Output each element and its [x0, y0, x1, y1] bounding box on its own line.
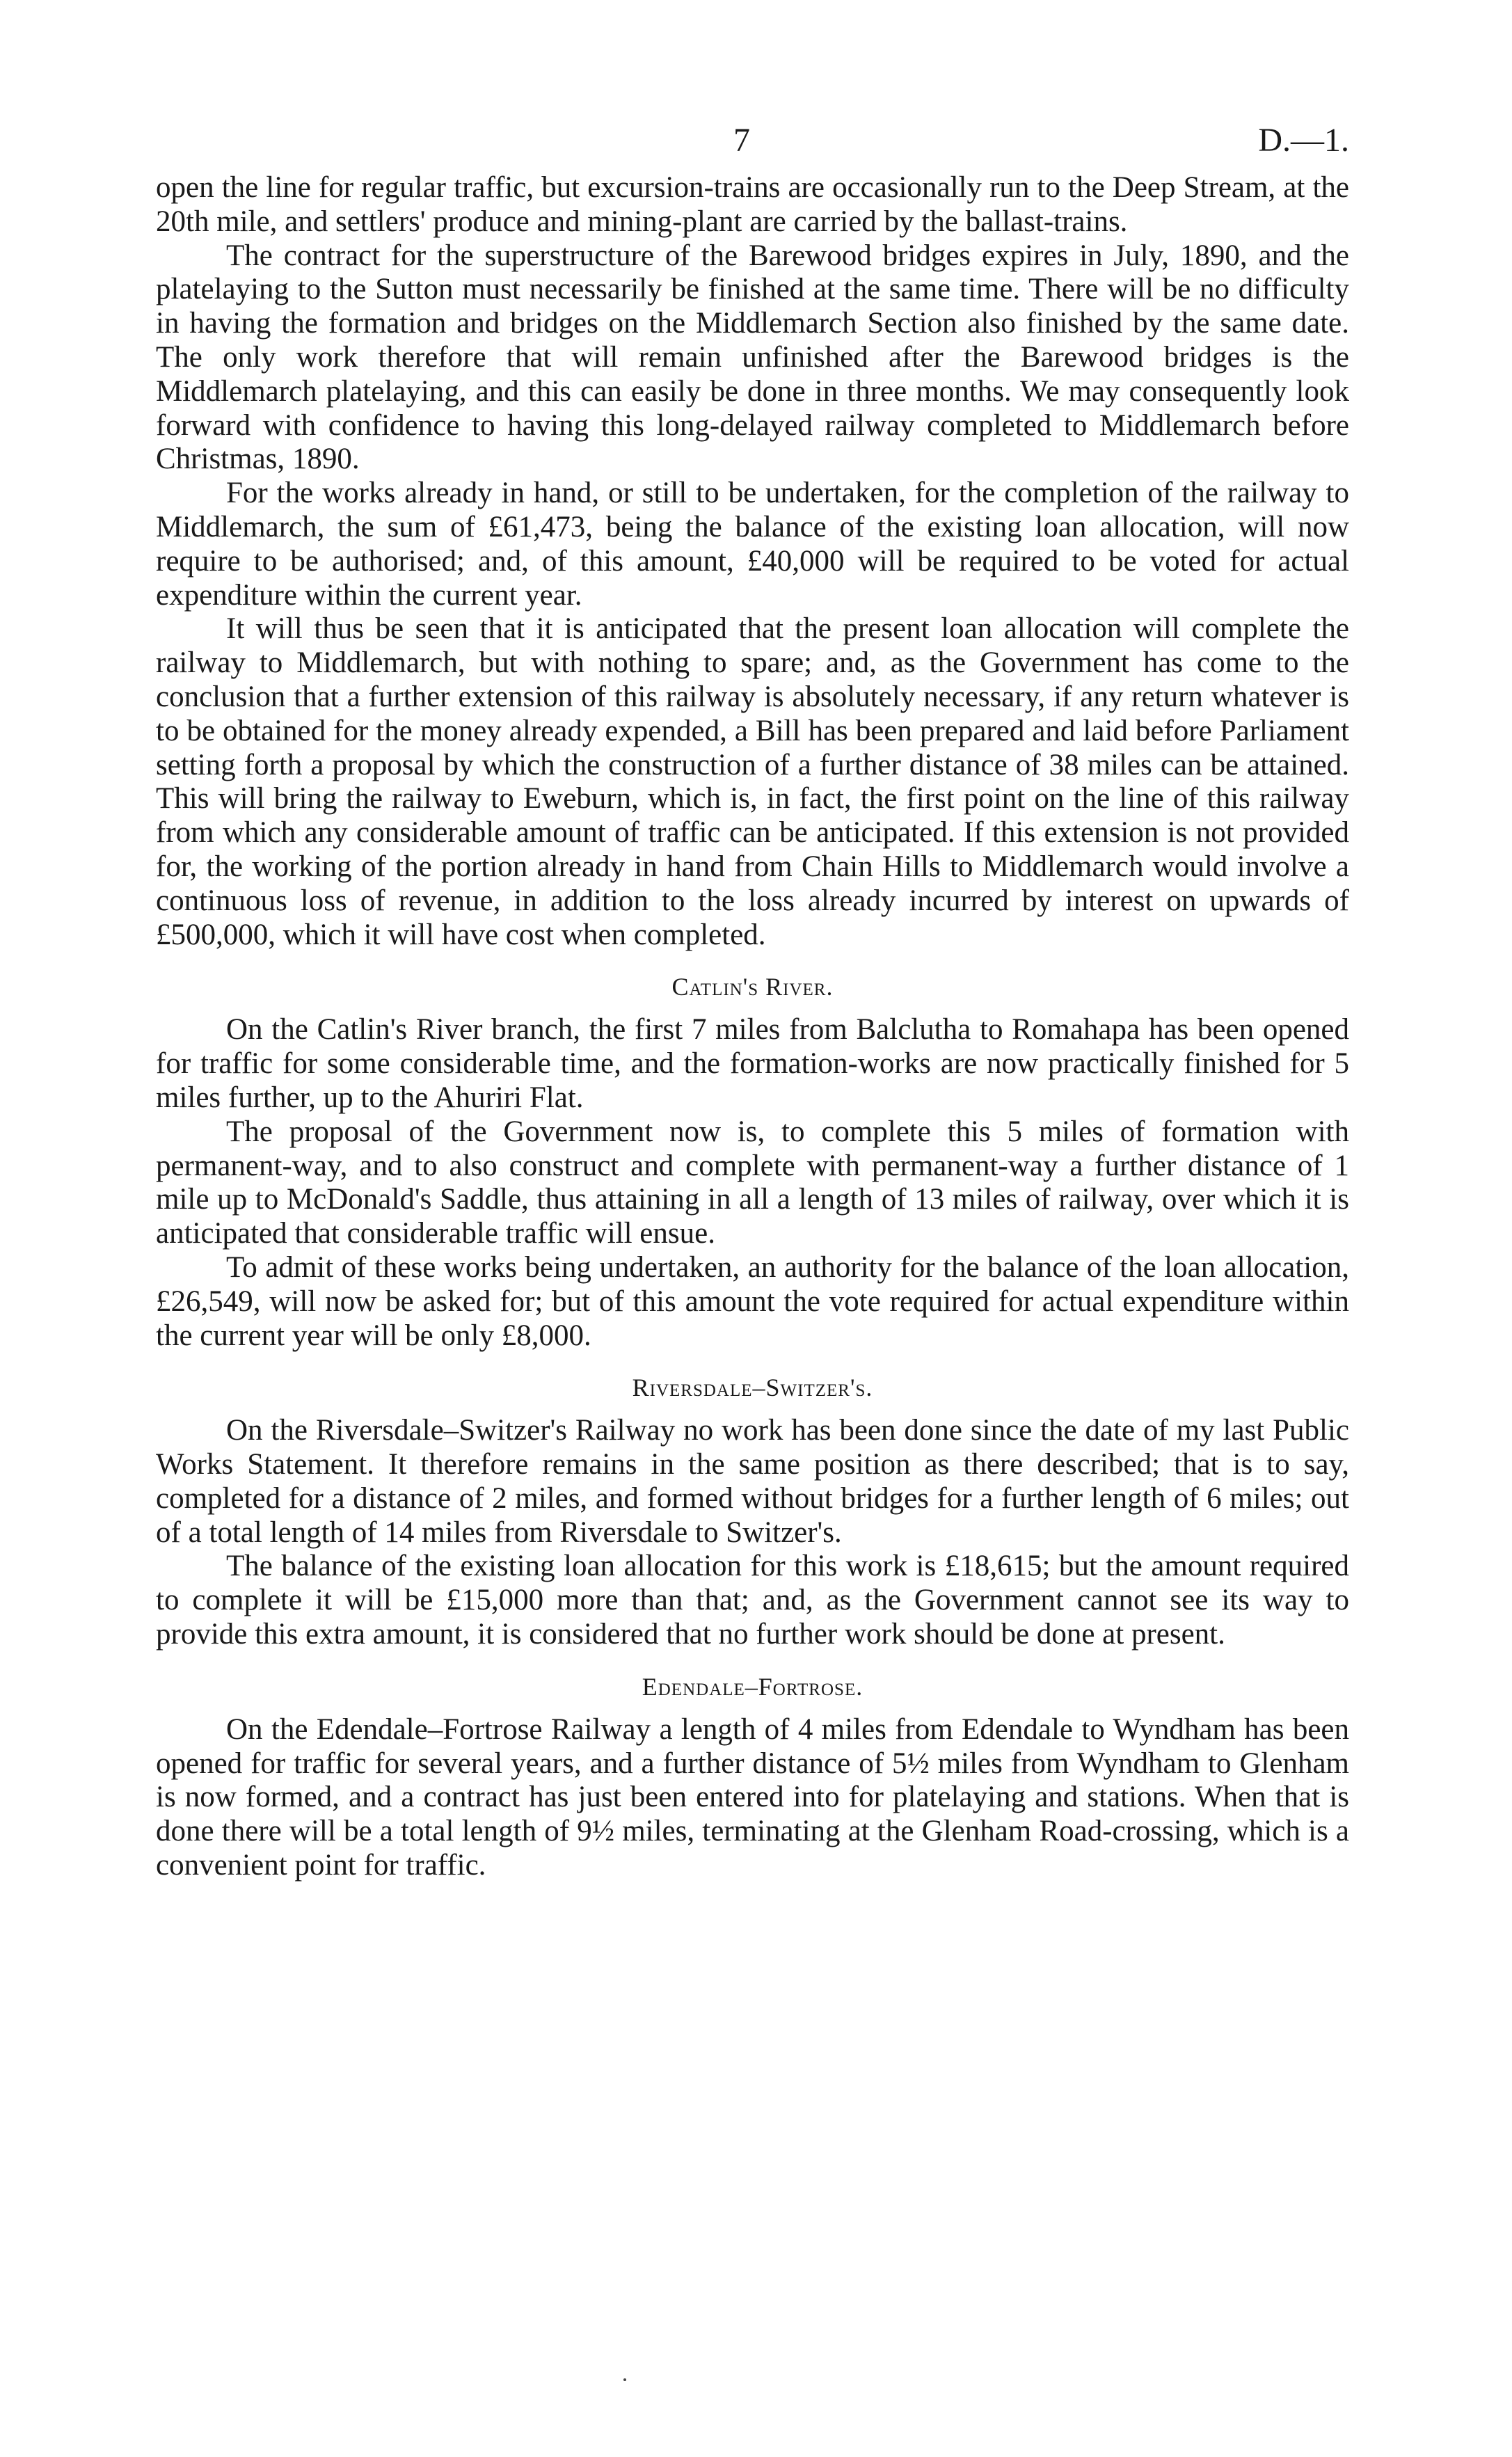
- document-page: [156, 118, 1349, 1883]
- print-speck: [623, 2378, 626, 2381]
- paragraph-catlins-3: To admit of these works being undertaken, an authority for the balance of the loan allocation, £26,549, will now be asked for; but of this amount the vote required for actual expenditure within the current year will be only £8,000.: [156, 1250, 1349, 1352]
- section-heading-edendale-fortrose: Edendale–Fortrose.: [642, 1672, 864, 1701]
- paragraph-riversdale-2: The balance of the existing loan allocation for this work is £18,615; but the amount required to complete it will be £15,000 more than that; and, as the Government cannot see its way to provide this extra amount, it is considered that no further work should be done at present.: [156, 1550, 1349, 1651]
- paragraph-middlemarch-funds: For the works already in hand, or still to be undertaken, for the completion of the railway to Middlemarch, the sum of £61,473, being the balance of the existing loan allocation, will now require to be authorised; and, of this amount, £40,000 will be required to be voted for actual expenditure within the current year.: [156, 477, 1349, 612]
- section-heading-catlins-river: Catlin's River.: [671, 973, 834, 1001]
- paragraph-edendale-1: On the Edendale–Fortrose Railway a length of 4 miles from Edendale to Wyndham has been opened for traffic for several years, and a further distance of 5½ miles from Wyndham to Glenham is now formed, and a contract has just been entered into for platelaying and stations. When that is done there will be a total length of 9½ miles, terminating at the Glenham Road-crossing, which is a convenient point for traffic.: [156, 1712, 1349, 1882]
- paragraph-catlins-2: The proposal of the Government now is, to complete this 5 miles of formation with permanent-way, and to also construct and complete with permanent-way a further distance of 1 mile up to McDonald's Saddle, thus attaining in all a length of 13 miles of railway, over which it is anticipated that considerable traffic will ensue.: [156, 1115, 1349, 1250]
- paragraph-riversdale-1: On the Riversdale–Switzer's Railway no work has been done since the date of my last Public Works Statement. It therefore remains in the same position as there described; that is to say, completed for a distance of 2 miles, and formed without bridges for a further length of 6 miles; out of a total length of 14 miles from Riversdale to Switzer's.: [156, 1414, 1349, 1549]
- paragraph-catlins-1: On the Catlin's River branch, the first 7 miles from Balclutha to Romahapa has been opened for traffic for some considerable time, and the formation-works are now practically finished for 5 miles further, up to the Ahuriri Flat.: [156, 1013, 1349, 1114]
- document-reference: D.—1.: [1258, 122, 1349, 159]
- page-header: [156, 118, 1349, 167]
- page-number: 7: [733, 122, 750, 159]
- paragraph-continuation: open the line for regular traffic, but excursion-trains are occasionally run to the Deep Stream, at the 20th mile, and settlers' produce and mining-plant are carried by the ballast-trains.: [156, 171, 1349, 238]
- section-heading-riversdale-switzers: Riversdale–Switzer's.: [632, 1374, 873, 1402]
- paragraph-extension-bill: It will thus be seen that it is anticipated that the present loan allocation will complete the railway to Middlemarch, but with nothing to spare; and, as the Government has come to the conclusion that a further extension of this railway is absolutely necessary, if any return whatever is to be obtained for the money already expended, a Bill has been prepared and laid before Parliament setting forth a proposal by which the construction of a further distance of 38 miles can be attained. This will bring the railway to Eweburn, which is, in fact, the first point on the line of this railway from which any considerable amount of traffic can be anticipated. If this extension is not provided for, the working of the portion already in hand from Chain Hills to Middlemarch would involve a continuous loss of revenue, in addition to the loss already incurred by interest on upwards of £500,000, which it will have cost when completed.: [156, 612, 1349, 951]
- paragraph-barewood-contract: The contract for the superstructure of the Barewood bridges expires in July, 1890, and the platelaying to the Sutton must necessarily be finished at the same time. There will be no difficulty in having the formation and bridges on the Middlemarch Section also finished by the same date. The only work therefore that will remain unfinished after the Barewood bridges is the Middlemarch platelaying, and this can easily be done in three months. We may consequently look forward with confidence to having this long-delayed railway completed to Middlemarch before Christmas, 1890.: [156, 239, 1349, 476]
